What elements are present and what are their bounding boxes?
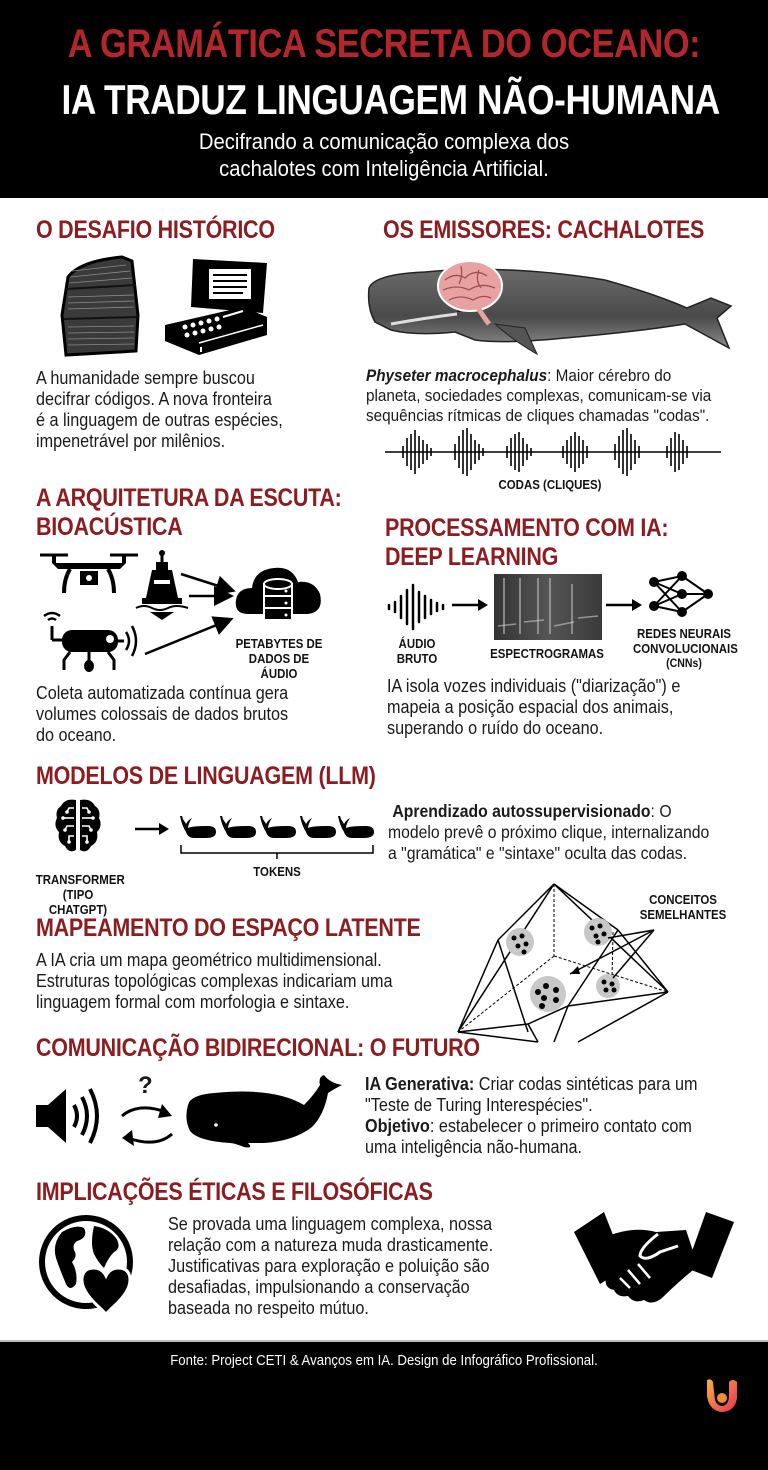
label-line: BRUTO (396, 651, 438, 666)
bold-lead: Objetivo (365, 1116, 430, 1136)
tokens-bracket (180, 845, 374, 859)
coda-waveform-icon (385, 428, 721, 476)
text-line: a "gramática" e "sintaxe" oculta das codas. (388, 843, 688, 863)
text-span: : Maior cérebro do (547, 366, 672, 385)
text-line: do oceano. (36, 725, 117, 745)
text-line: "Teste de Turing Interespécies". (365, 1095, 593, 1115)
label-line: ÁUDIO (398, 636, 436, 651)
title-line: DEEP LEARNING (385, 543, 559, 571)
enigma-machine-icon (163, 255, 271, 357)
text-line: A humanidade sempre buscou (36, 368, 255, 388)
comunicacao-description (365, 1074, 734, 1158)
bold-lead: Aprendizado autossupervisionado (392, 801, 651, 821)
section-title-implicacoes: IMPLICAÇÕES ÉTICAS E FILOSÓFICAS (36, 1178, 433, 1206)
arquitetura-description (36, 683, 378, 746)
ai-brain-icon (55, 798, 101, 854)
footer-source-text: Fonte: Project CETI & Avanços em IA. Design de Infográfico Profissional. (170, 1352, 598, 1369)
subtitle-line1: Decifrando a comunicação complexa dos (198, 129, 570, 154)
rosetta-stone-icon (60, 255, 142, 357)
section-title-desafio: O DESAFIO HISTÓRICO (36, 216, 275, 244)
text-line: baseada no respeito mútuo. (168, 1298, 369, 1318)
question-mark: ? (138, 1072, 153, 1099)
label-line: TRANSFORMER (35, 872, 125, 887)
processamento-description (387, 676, 747, 739)
section-title-comunicacao: COMUNICAÇÃO BIDIRECIONAL: O FUTURO (36, 1034, 480, 1062)
main-title-line2: IA TRADUZ LINGUAGEM NÃO-HUMANA (61, 76, 720, 123)
section-title-modelos: MODELOS DE LINGUAGEM (LLM) (36, 762, 376, 790)
neural-network-icon (648, 572, 714, 618)
section-title-emissores: OS EMISSORES: CACHALOTES (383, 216, 705, 244)
concepts-label (635, 892, 732, 922)
implicacoes-description (168, 1214, 519, 1319)
arrow-right-icon (452, 598, 488, 612)
subtitle (31, 128, 738, 182)
emissores-description (366, 366, 726, 426)
text-line: Estruturas topológicas complexas indicariam uma (36, 971, 393, 991)
title-line: PROCESSAMENTO COM IA: (385, 514, 669, 542)
label-line: DADOS DE ÁUDIO (248, 651, 310, 681)
handshake-icon (574, 1212, 734, 1308)
text-line: Justificativas para exploração e poluição são (168, 1256, 490, 1276)
hydrophone-robot-icon (40, 610, 140, 672)
globe-heart-icon (38, 1212, 142, 1316)
speaker-icon (36, 1085, 112, 1147)
text-line: desafiadas, impulsionando a conservação (168, 1277, 470, 1297)
label-line: SEMELHANTES (639, 907, 727, 922)
arrow-right-icon (135, 823, 169, 835)
step-audio-label (391, 636, 442, 666)
step-cnn-label (632, 626, 738, 671)
text-line: uma inteligência não-humana. (365, 1137, 583, 1157)
audio-waveform-icon (387, 584, 449, 630)
title-line: BIOACÚSTICA (36, 513, 183, 541)
section-title-mapeamento: MAPEAMENTO DO ESPAÇO LATENTE (36, 914, 421, 942)
whale-silhouette-icon (184, 1075, 344, 1147)
text-span: : estabelecer o primeiro contato com (429, 1116, 692, 1136)
text-line: A IA cria um mapa geométrico multidimensional. (36, 950, 382, 970)
cloud-database-icon (234, 562, 324, 624)
text-line: volumes colossais de dados brutos (36, 704, 289, 724)
text-line: relação com a natureza muda drasticamente. (168, 1235, 494, 1255)
storage-label (229, 636, 329, 681)
drone-icon (40, 551, 138, 597)
text-line: planeta, sociedades complexas, comunicam-se via (366, 386, 712, 405)
brand-logo-icon (703, 1378, 739, 1414)
text-line: Coleta automatizada contínua gera (36, 683, 289, 703)
text-line: Se provada uma linguagem complexa, nossa (168, 1214, 493, 1234)
text-line: impenetrável por milênios. (36, 431, 226, 451)
label-line: (TIPO CHATGPT) (48, 887, 108, 917)
label-line: (CNNs) (666, 656, 702, 670)
footer (0, 1340, 768, 1470)
sperm-whale-icon (365, 258, 735, 358)
main-title-line1: A GRAMÁTICA SECRETA DO OCEANO: (67, 22, 701, 66)
label-line: PETABYTES DE (235, 636, 323, 651)
section-title-arquitetura (36, 484, 342, 542)
text-line: linguagem formal com morfologia e sintaxe. (36, 992, 350, 1012)
text-line: modelo prevê o próximo clique, internalizando (388, 822, 710, 842)
exchange-arrows-icon (118, 1100, 176, 1150)
bold-lead: IA Generativa: (365, 1074, 475, 1094)
label-line: CONCEITOS (649, 892, 717, 907)
text-line: é a linguagem de outras espécies, (36, 410, 283, 430)
text-line: IA isola vozes individuais ("diarização") e (387, 676, 681, 696)
title-line: A ARQUITETURA DA ESCUTA: (36, 484, 342, 512)
data-flow-arrows (145, 568, 235, 658)
text-line: superando o ruído do oceano. (387, 718, 604, 738)
waveform-label: CODAS (CLIQUES) (498, 477, 602, 492)
subtitle-line2: cachalotes com Inteligência Artificial. (219, 156, 549, 181)
spectrogram-icon (494, 574, 602, 640)
text-line: decifrar códigos. A nova fronteira (36, 389, 272, 409)
section-title-processamento (385, 514, 668, 572)
label-line: CONVOLUCIONAIS (632, 641, 738, 656)
label-line: REDES NEURAIS (636, 626, 732, 641)
tokens-label: TOKENS (253, 864, 301, 879)
header-banner (0, 0, 768, 198)
text-span: Criar codas sintéticas para um (474, 1074, 698, 1094)
mapeamento-description (36, 950, 450, 1013)
desafio-description (36, 368, 378, 452)
whale-tokens-icons (178, 814, 374, 840)
text-span: : O (650, 801, 672, 821)
modelos-description (388, 801, 748, 864)
transformer-label (35, 872, 125, 917)
step-spectrogram-label: ESPECTROGRAMAS (490, 646, 604, 661)
arrow-right-icon (606, 598, 642, 612)
text-line: sequências rítmicas de cliques chamadas "codas". (366, 406, 710, 425)
species-name: Physeter macrocephalus (366, 366, 548, 385)
text-line: mapeia a posição espacial dos animais, (387, 697, 674, 717)
